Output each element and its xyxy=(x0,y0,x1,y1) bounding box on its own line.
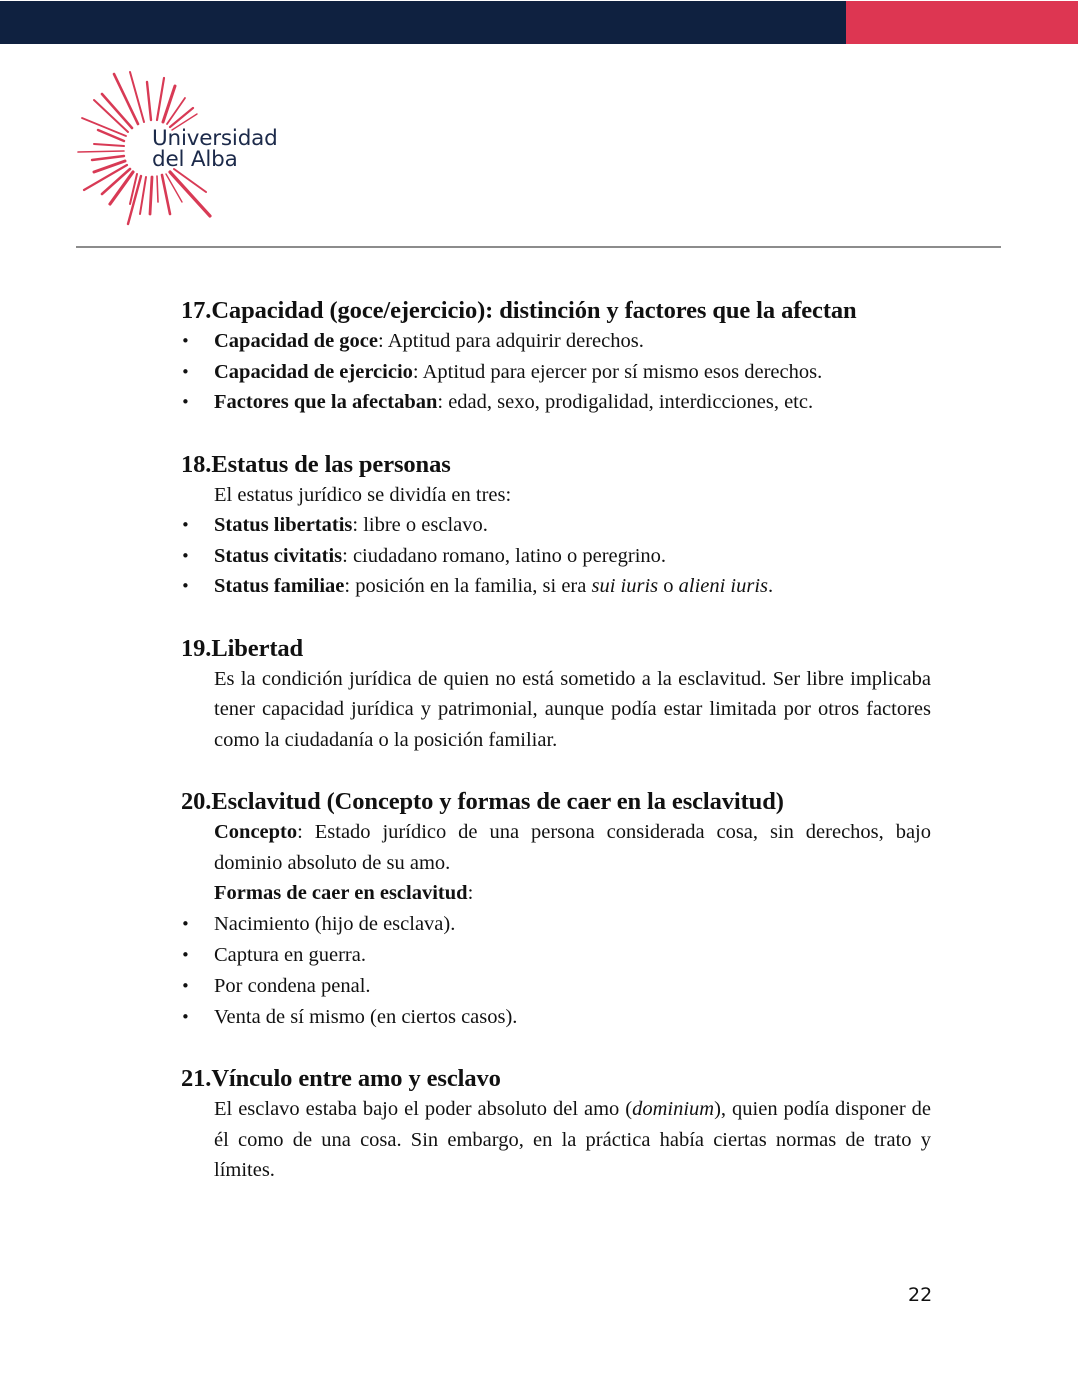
section-18 xyxy=(181,450,931,602)
list-item: • Status civitatis: ciudadano romano, latino o peregrino. xyxy=(181,541,931,572)
section-19 xyxy=(181,634,931,756)
university-logo xyxy=(72,64,292,234)
list-item: • Por condena penal. xyxy=(181,971,931,1002)
section-paragraph: El esclavo estaba bajo el poder absoluto del amo (dominium), quien podía disponer de él como de una cosa. Sin embargo, en la práctica había ciertas normas de trato y límites. xyxy=(214,1098,931,1182)
section-17 xyxy=(181,296,931,418)
list-item: • Venta de sí mismo (en ciertos casos). xyxy=(181,1002,931,1033)
forms-label: Formas de caer en esclavitud: xyxy=(214,882,474,904)
section-heading: 17.Capacidad (goce/ejercicio): distinción y factores que la afectan xyxy=(181,297,857,324)
list-item: • Capacidad de ejercicio: Aptitud para ejercer por sí mismo esos derechos. xyxy=(181,357,931,388)
section-20 xyxy=(181,787,931,1033)
bullet-icon: • xyxy=(181,516,190,534)
section-paragraph: Es la condición jurídica de quien no está sometido a la esclavitud. Ser libre implicaba tener capacidad jurídica y patrimonial, aunque podía estar limitada por otros factores como la ciudadanía o la posición familiar. xyxy=(214,667,931,751)
section-21 xyxy=(181,1064,931,1186)
list-item: • Capacidad de goce: Aptitud para adquirir derechos. xyxy=(181,326,931,357)
concept-paragraph: Concepto: Estado jurídico de una persona considerada cosa, sin derechos, bajo dominio absoluto de su amo. xyxy=(214,821,931,874)
header-bar-red xyxy=(846,1,1078,44)
bullet-icon: • xyxy=(181,393,190,411)
logo-line-1: Universidad xyxy=(152,126,278,151)
section-heading: 18.Estatus de las personas xyxy=(181,450,451,478)
section-intro: El estatus jurídico se dividía en tres: xyxy=(214,483,512,506)
section-heading: 19.Libertad xyxy=(181,634,304,662)
page-content xyxy=(181,296,931,1186)
page-number: 22 xyxy=(908,1284,933,1306)
list-item: • Nacimiento (hijo de esclava). xyxy=(181,909,931,940)
logo-wordmark xyxy=(152,128,278,170)
list-item: • Status libertatis: libre o esclavo. xyxy=(181,510,931,541)
header-color-bar xyxy=(0,1,1078,44)
bullet-icon: • xyxy=(181,976,190,995)
list-item: • Captura en guerra. xyxy=(181,940,931,971)
header-bar-navy xyxy=(0,1,846,44)
bullet-icon: • xyxy=(181,362,190,381)
section-heading: 21.Vínculo entre amo y esclavo xyxy=(181,1065,501,1093)
bullet-icon: • xyxy=(181,546,190,565)
list-item: • Factores que la afectaban: edad, sexo, prodigalidad, interdicciones, etc. xyxy=(181,387,931,418)
bullet-icon: • xyxy=(181,1008,190,1027)
bullet-icon: • xyxy=(181,332,190,350)
bullet-icon: • xyxy=(181,577,190,595)
header-divider xyxy=(76,246,1001,248)
list-item: • Status familiae: posición en la familia, si era sui iuris o alieni iuris. xyxy=(181,571,931,602)
logo-line-2: del Alba xyxy=(152,147,238,172)
section-heading: 20.Esclavitud (Concepto y formas de caer en la esclavitud) xyxy=(181,788,784,815)
bullet-icon: • xyxy=(181,945,190,964)
bullet-icon: • xyxy=(181,914,190,933)
